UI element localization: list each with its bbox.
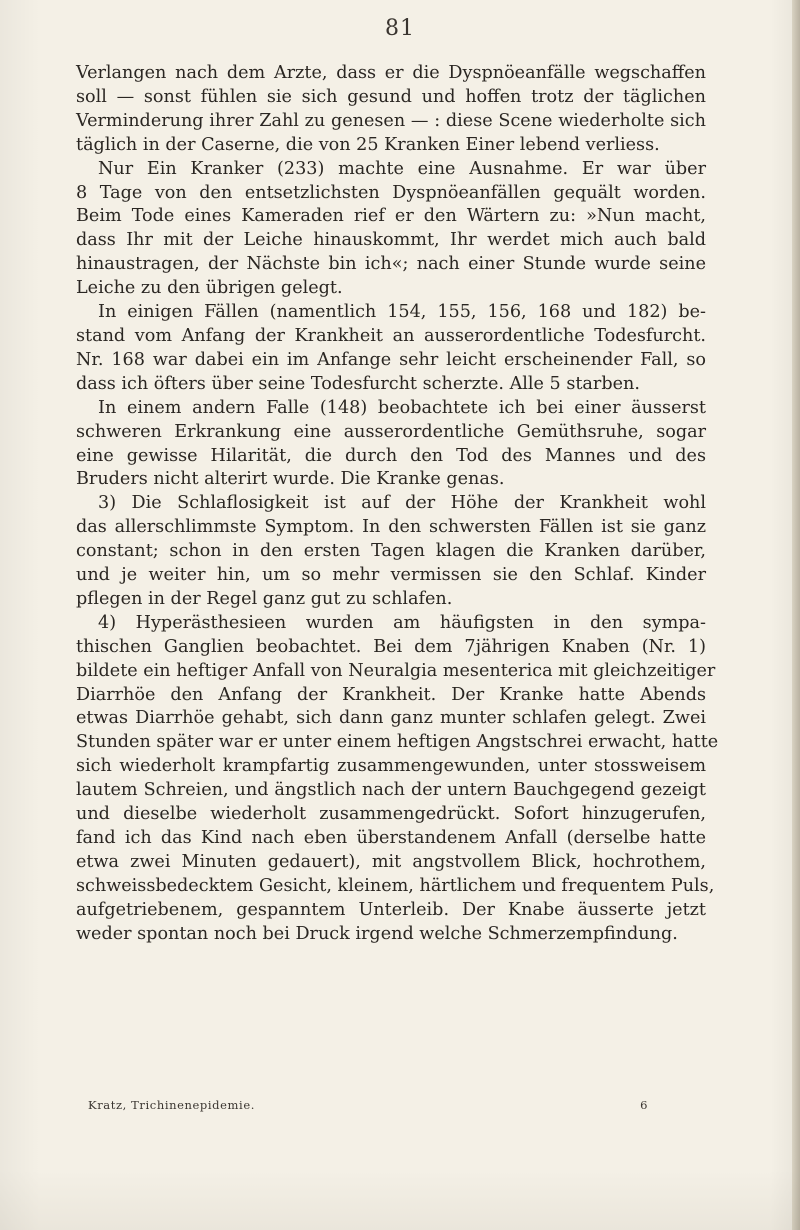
text-line: Verlangen nach dem Arzte, dass er die Dyspnöeanfälle wegschaffen	[76, 63, 706, 83]
text-line: Diarrhöe den Anfang der Krankheit. Der Kranke hatte Abends	[76, 684, 706, 705]
text-line: thischen Ganglien beobachtet. Bei dem 7jährigen Knaben (Nr. 1)	[76, 636, 706, 657]
text-line: Leiche zu den übrigen gelegt.	[76, 278, 343, 299]
text-line: stand vom Anfang der Krankheit an ausserordentliche Todesfurcht.	[76, 325, 706, 346]
text-line: Beim Tode eines Kameraden rief er den Wärtern zu: »Nun macht,	[76, 206, 706, 227]
text-line: und dieselbe wiederholt zusammengedrückt. Sofort hinzugerufen,	[76, 804, 706, 825]
text-line: das allerschlimmste Symptom. In den schwersten Fällen ist sie ganz	[76, 517, 706, 538]
body-text	[76, 62, 719, 947]
text-line: schweren Erkrankung eine ausserordentliche Gemüthsruhe, sogar	[76, 421, 706, 442]
page-shadow	[0, 1170, 800, 1230]
text-line: schweissbedecktem Gesicht, kleinem, härtlichem und frequentem Puls,	[76, 875, 715, 896]
text-line: täglich in der Caserne, die von 25 Kranken Einer lebend verliess.	[76, 134, 660, 155]
text-line: etwas Diarrhöe gehabt, sich dann ganz munter schlafen gelegt. Zwei	[76, 708, 706, 729]
running-title: Kratz, Trichinenepidemie.	[88, 1098, 255, 1112]
text-line: 3) Die Schlaflosigkeit ist auf der Höhe der Krankheit wohl	[98, 493, 706, 514]
page-number: 81	[385, 16, 415, 41]
text-line: Nr. 168 war dabei ein im Anfange sehr leicht erscheinender Fall, so	[76, 349, 706, 370]
text-line: sich wiederholt krampfartig zusammengewunden, unter stossweisem	[76, 756, 706, 777]
text-line: und je weiter hin, um so mehr vermissen sie den Schlaf. Kinder	[76, 565, 706, 586]
text-line: soll — sonst fühlen sie sich gesund und hoffen trotz der täglichen	[76, 86, 706, 107]
text-line: hinaustragen, der Nächste bin ich«; nach einer Stunde wurde seine	[76, 254, 706, 275]
text-line: weder spontan noch bei Druck irgend welche Schmerzempfindung.	[76, 923, 678, 944]
page-edge	[792, 0, 800, 1230]
text-line: 4) Hyperästhesieen wurden am häufigsten in den sympa-	[98, 612, 706, 633]
text-line: Nur Ein Kranker (233) machte eine Ausnahme. Er war über	[98, 158, 706, 179]
page-footer	[88, 1098, 648, 1112]
signature-mark: 6	[640, 1098, 648, 1112]
text-line: constant; schon in den ersten Tagen klagen die Kranken darüber,	[76, 541, 706, 562]
text-line: In einigen Fällen (namentlich 154, 155, 156, 168 und 182) be-	[98, 302, 706, 323]
text-line: Stunden später war er unter einem heftigen Angstschrei erwacht, hatte	[76, 732, 719, 753]
text-line: eine gewisse Hilarität, die durch den Tod des Mannes und des	[76, 445, 706, 466]
text-line: etwa zwei Minuten gedauert), mit angstvollem Blick, hochrothem,	[76, 851, 706, 872]
text-line: Bruders nicht alterirt wurde. Die Kranke genas.	[76, 469, 505, 490]
text-line: In einem andern Falle (148) beobachtete ich bei einer äusserst	[98, 397, 706, 418]
text-line: fand ich das Kind nach eben überstandenem Anfall (derselbe hatte	[76, 828, 706, 848]
text-line: lautem Schreien, und ängstlich nach der untern Bauchgegend gezeigt	[76, 780, 706, 801]
text-line: dass Ihr mit der Leiche hinauskommt, Ihr werdet mich auch bald	[76, 230, 706, 251]
text-line: dass ich öfters über seine Todesfurcht scherzte. Alle 5 starben.	[76, 373, 640, 394]
text-line: aufgetriebenem, gespanntem Unterleib. Der Knabe äusserte jetzt	[76, 899, 706, 920]
text-line: bildete ein heftiger Anfall von Neuralgia mesenterica mit gleichzeitiger	[76, 660, 716, 681]
text-line: pflegen in der Regel ganz gut zu schlafen.	[76, 588, 453, 609]
text-line: Verminderung ihrer Zahl zu genesen — : diese Scene wiederholte sich	[76, 110, 706, 131]
text-line: 8 Tage von den entsetzlichsten Dyspnöeanfällen gequält worden.	[76, 182, 706, 203]
